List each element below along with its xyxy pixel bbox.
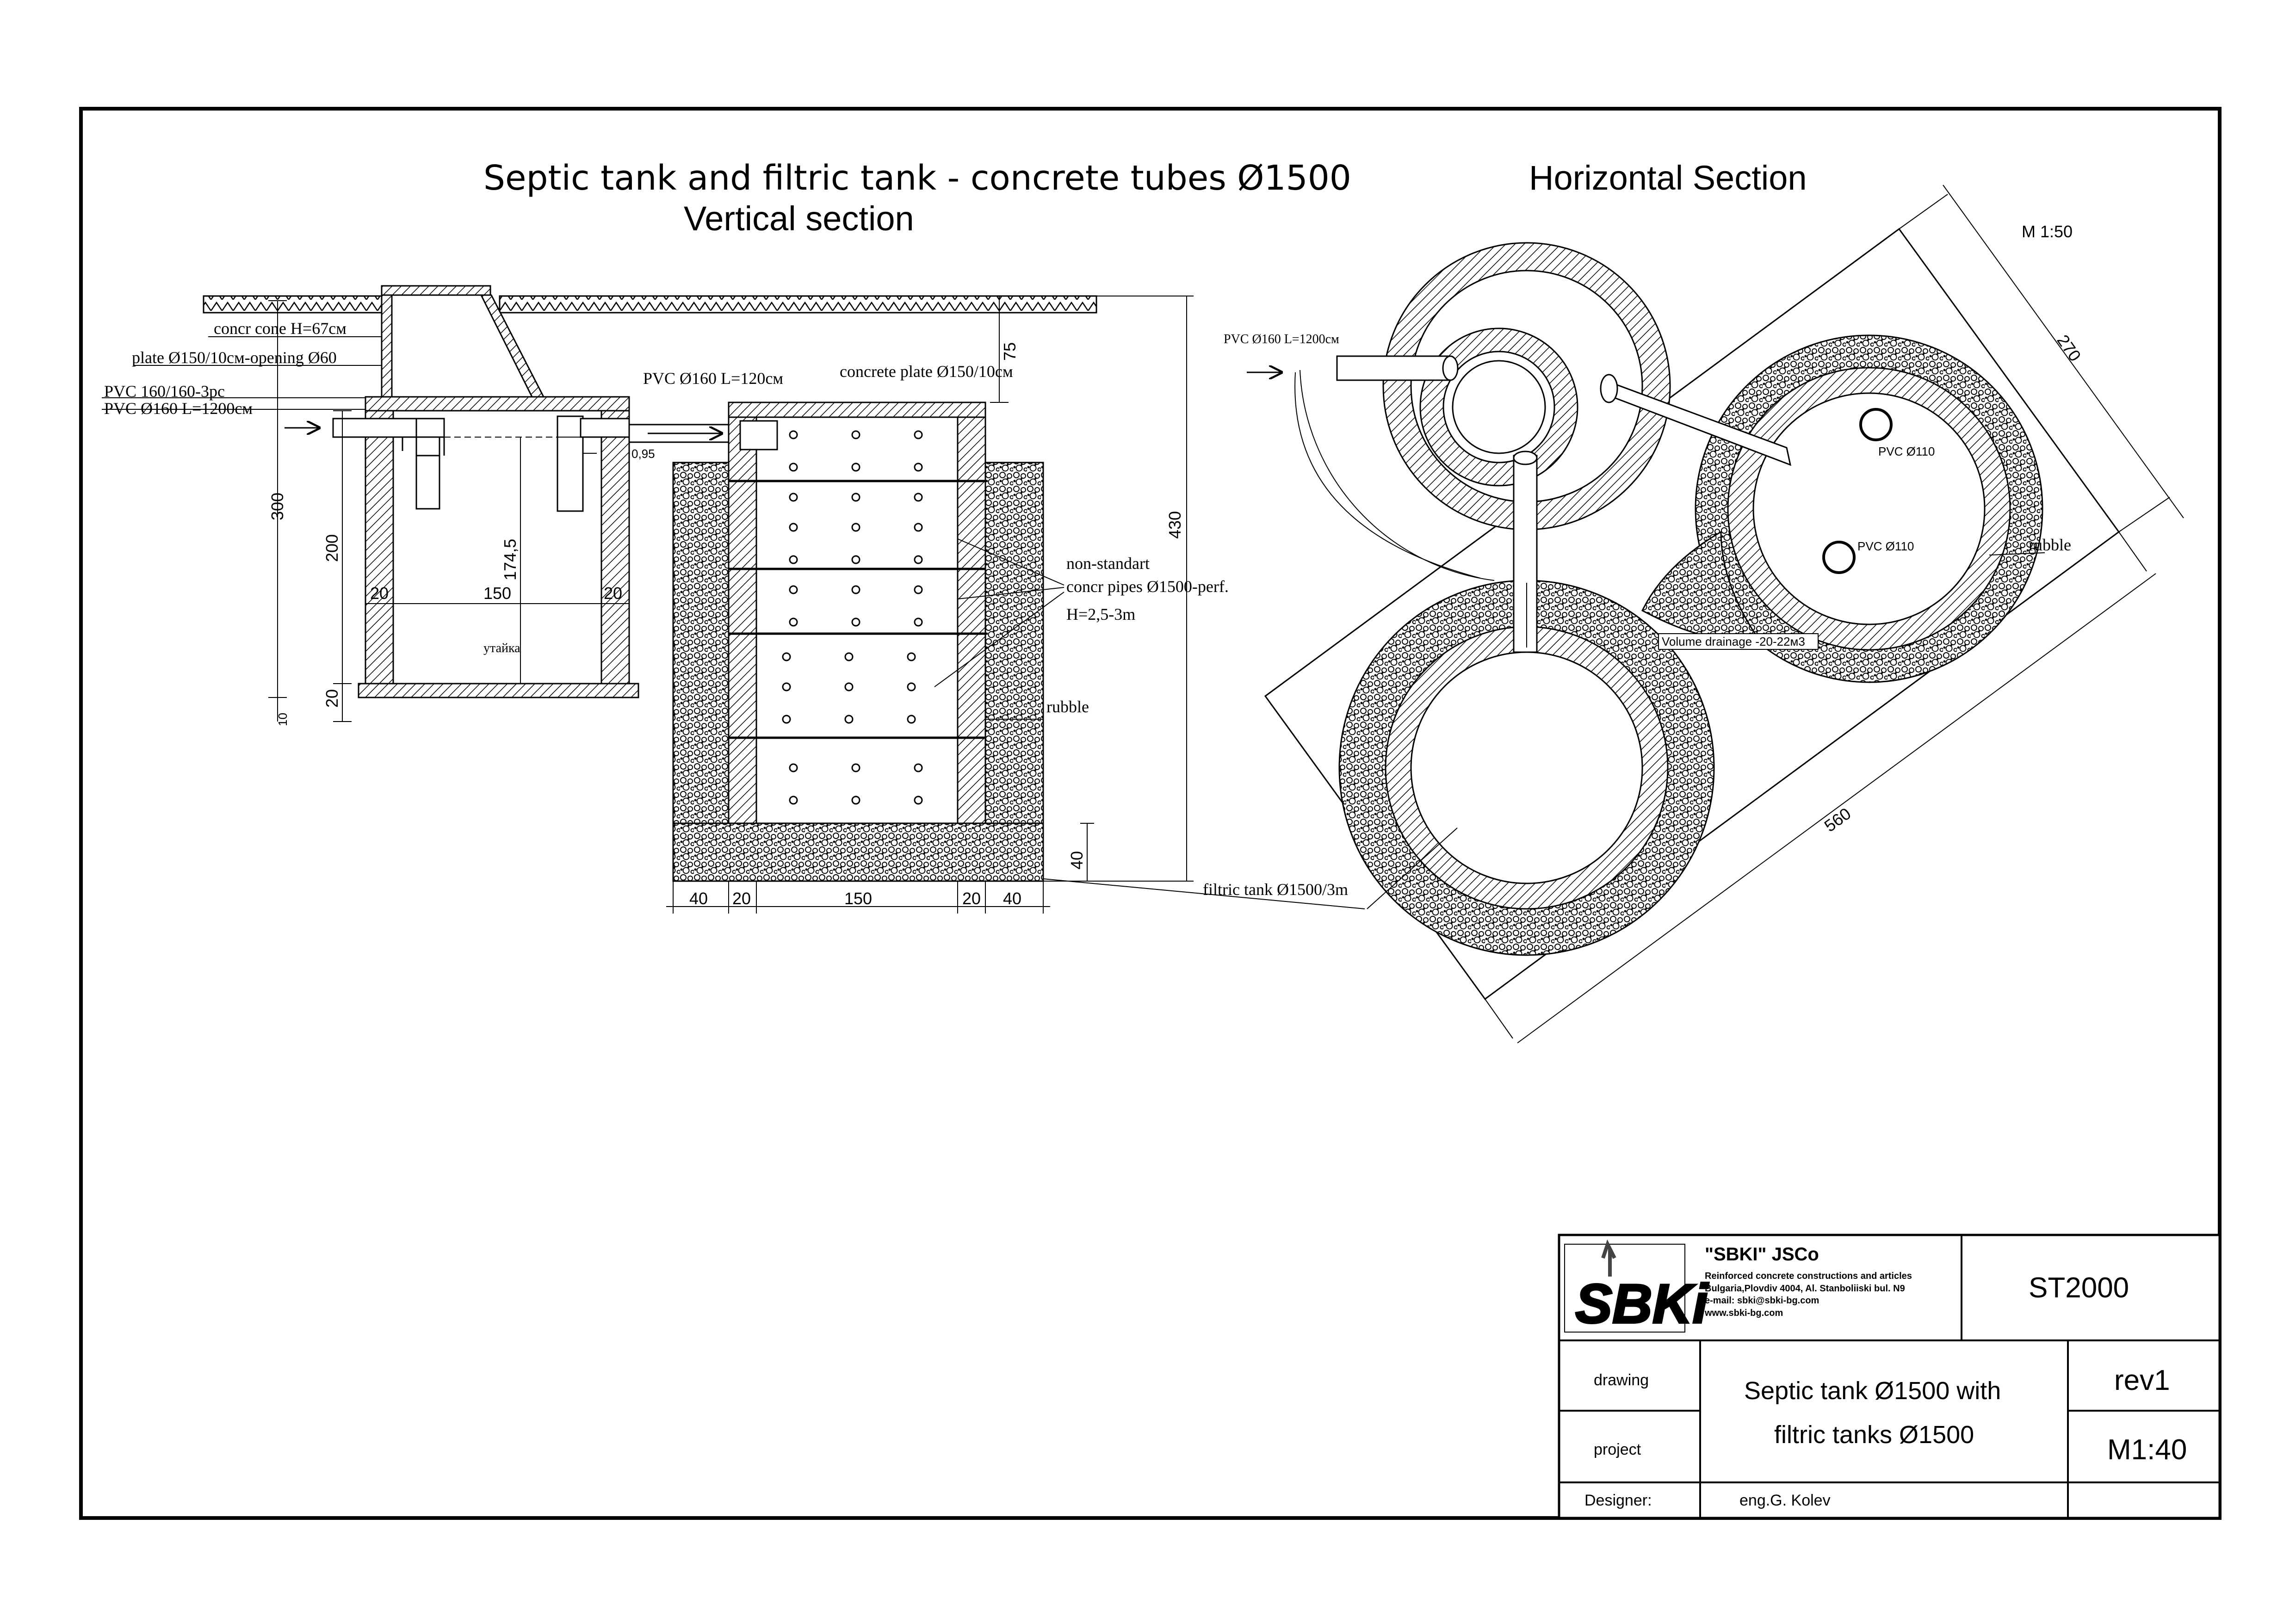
plan-pipe-down bbox=[1514, 456, 1537, 652]
dim-270: 270 bbox=[2053, 331, 2085, 365]
septic-wall-left bbox=[365, 411, 393, 684]
filtric-rubble-left bbox=[673, 463, 729, 881]
main-title: Septic tank and filtric tank - concrete tubes Ø1500 bbox=[483, 158, 1351, 198]
drawing-scale: M1:40 bbox=[2107, 1434, 2187, 1466]
dim-40-bottom-right: 40 bbox=[1003, 889, 1022, 908]
plan-inlet-pipe bbox=[1337, 356, 1450, 380]
tee-fitting-2-stem bbox=[557, 416, 583, 511]
dim-20-bottom: 20 bbox=[322, 689, 341, 708]
label-rubble-vertical: rubble bbox=[1046, 697, 1089, 716]
ring-joints bbox=[729, 481, 985, 738]
drawing-title-line-1: Septic tank Ø1500 with bbox=[1744, 1377, 2001, 1405]
dim-300: 300 bbox=[268, 492, 287, 520]
label-non-standart: non-standart bbox=[1066, 554, 1150, 573]
dim-75: 75 bbox=[1000, 342, 1019, 361]
plan-label-volume: Volume drainage -20-22м3 bbox=[1662, 635, 1805, 648]
septic-bottom-slab bbox=[359, 684, 638, 697]
dim-200: 200 bbox=[322, 534, 341, 562]
designer-name: eng.G. Kolev bbox=[1739, 1492, 1831, 1509]
dim-40-bottom-left: 40 bbox=[689, 889, 708, 908]
project-label: project bbox=[1594, 1441, 1641, 1458]
tee-fitting-1-stem bbox=[416, 456, 439, 509]
shaft-cap bbox=[382, 286, 490, 295]
label-filtric-tank: filtric tank Ø1500/3m bbox=[1203, 880, 1348, 899]
dim-150-septic: 150 bbox=[483, 584, 512, 603]
company-line-3: e-mail: sbki@sbki-bg.com bbox=[1705, 1296, 1819, 1306]
filtric-wall-left bbox=[729, 417, 756, 823]
revision: rev1 bbox=[2114, 1364, 2170, 1396]
dim-10: 10 bbox=[276, 713, 290, 726]
horizontal-section-title: Horizontal Section bbox=[1529, 159, 1807, 197]
pvc110-hole-1 bbox=[1861, 409, 1891, 440]
ground-strip-right bbox=[500, 296, 1096, 313]
dim-174-5: 174,5 bbox=[501, 538, 520, 580]
dim-20-left: 20 bbox=[370, 584, 389, 603]
dim-430: 430 bbox=[1165, 511, 1184, 539]
septic-wall-right bbox=[601, 411, 629, 684]
plan-inlet-pipe-end bbox=[1443, 356, 1458, 380]
plan-pipe-down-end bbox=[1514, 451, 1537, 464]
label-concr-pipes: concr pipes Ø1500-perf. bbox=[1066, 577, 1229, 596]
vertical-section-title: Vertical section bbox=[684, 199, 914, 238]
label-concr-cone: concr cone H=67см bbox=[214, 319, 347, 338]
ground-strip-left bbox=[204, 296, 382, 313]
filtric-tank-1-inner bbox=[1411, 652, 1642, 883]
label-pvc-inlet: PVC Ø160 L=1200см bbox=[104, 399, 253, 418]
drawing-title-line-2: filtric tanks Ø1500 bbox=[1774, 1421, 1974, 1449]
plan-label-pvc-inlet: PVC Ø160 L=1200см bbox=[1224, 332, 1339, 346]
scale-note: M 1:50 bbox=[2022, 222, 2073, 241]
label-height: H=2,5-3m bbox=[1066, 605, 1136, 623]
dim-20-bottom-left: 20 bbox=[732, 889, 751, 908]
filtric-inlet-pipe bbox=[740, 421, 777, 450]
plan-label-pvc110-b: PVC Ø110 bbox=[1857, 539, 1914, 553]
filtric-wall-right bbox=[958, 417, 985, 823]
filtric-rubble-bottom bbox=[673, 823, 1043, 881]
plan-pipe-to-tank2-end bbox=[1601, 375, 1617, 402]
shaft-wall-left bbox=[382, 286, 392, 397]
dim-40-vertical: 40 bbox=[1067, 851, 1086, 870]
dim-0-95: 0,95 bbox=[631, 447, 655, 461]
drawing-label: drawing bbox=[1594, 1371, 1649, 1389]
vertical-section bbox=[102, 286, 1365, 913]
label-pvc-120: PVC Ø160 L=120см bbox=[643, 369, 784, 388]
company-line-2: Bulgaria,Plovdiv 4004, Al. Stanboliiski bul. N9 bbox=[1705, 1284, 1905, 1294]
dim-20-right: 20 bbox=[604, 584, 623, 603]
perforation-holes bbox=[783, 431, 922, 804]
label-concrete-plate: concrete plate Ø150/10см bbox=[840, 362, 1013, 381]
dim-150-bottom: 150 bbox=[844, 889, 873, 908]
dim-20-bottom-right: 20 bbox=[962, 889, 981, 908]
inlet-pipe bbox=[333, 419, 444, 437]
outlet-pipe-stub bbox=[581, 419, 629, 437]
filtric-rubble-right bbox=[985, 463, 1043, 881]
dim-560: 560 bbox=[1820, 803, 1855, 836]
plan-label-pvc110-a: PVC Ø110 bbox=[1878, 444, 1935, 458]
plan-label-rubble: rubble bbox=[2029, 536, 2071, 554]
company-line-1: Reinforced concrete constructions and articles bbox=[1705, 1271, 1912, 1281]
company-name: "SBKI" JSCo bbox=[1705, 1244, 1819, 1265]
horizontal-section bbox=[1224, 185, 2184, 1043]
pvc110-hole-2 bbox=[1824, 542, 1854, 573]
drawing-code: ST2000 bbox=[2029, 1272, 2129, 1304]
label-pvc-3pc: PVC 160/160-3pc bbox=[104, 382, 225, 401]
filtric-top-plate bbox=[729, 402, 985, 417]
label-sludge: утайка bbox=[483, 641, 520, 655]
company-line-4: www.sbki-bg.com bbox=[1705, 1308, 1783, 1318]
title-block bbox=[1559, 1235, 2220, 1518]
designer-label: Designer: bbox=[1584, 1492, 1652, 1509]
label-plate: plate Ø150/10см-opening Ø60 bbox=[132, 348, 337, 367]
svg-text:SBKi: SBKi bbox=[1575, 1273, 1708, 1335]
septic-top-plate bbox=[365, 397, 629, 411]
cone-opening-inner bbox=[1453, 361, 1545, 453]
